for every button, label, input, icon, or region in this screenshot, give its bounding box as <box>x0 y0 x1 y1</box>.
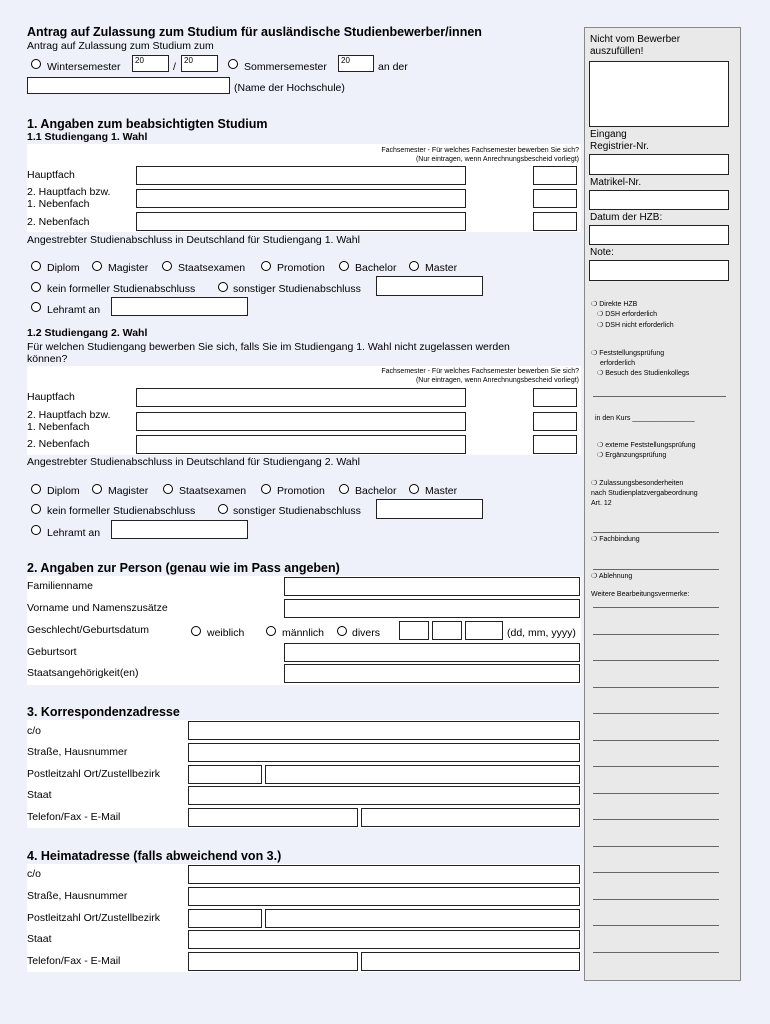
dsh-nicht-option[interactable]: ❍ DSH nicht erforderlich <box>597 322 674 329</box>
staatsexamen-radio-1[interactable] <box>162 261 172 271</box>
nebenfach2-label: 2. Nebenfach <box>27 216 90 228</box>
feststellung-option[interactable]: ❍ Feststellungsprüfung <box>591 350 665 357</box>
divers-radio[interactable] <box>337 626 347 636</box>
lehramt-label-1: Lehramt an <box>47 304 101 316</box>
diplom-label-2: Diplom <box>47 485 80 497</box>
datum-format-label: (dd, mm, yyyy) <box>507 627 576 639</box>
lehramt-field-1[interactable] <box>111 297 248 316</box>
nebenfach2-field-2[interactable] <box>136 435 466 454</box>
ws-year1-field[interactable] <box>132 55 169 72</box>
telefon-label-3: Telefon/Fax - E-Mail <box>27 811 121 823</box>
fachbindung-option[interactable]: ❍ Fachbindung <box>591 536 640 543</box>
kurs-field[interactable]: in den Kurs ________________ <box>595 415 695 422</box>
sidebar-nicht-b: auszufüllen! <box>590 46 644 57</box>
strasse-field-4[interactable] <box>188 887 580 906</box>
staat-label-3: Staat <box>27 789 52 801</box>
section4-title: 4. Heimatadresse (falls abweichend von 3.) <box>27 849 282 863</box>
dsh-erf-option[interactable]: ❍ DSH erforderlich <box>597 311 657 318</box>
staatsexamen-label-2: Staatsexamen <box>179 485 247 497</box>
sommersemester-label: Sommersemester <box>244 61 327 73</box>
hauptfach2-label-a: 2. Hauptfach bzw. <box>27 186 111 198</box>
datum-hzb-field[interactable] <box>589 225 729 245</box>
registrier-label: Registrier-Nr. <box>590 141 649 152</box>
plz-field-4[interactable] <box>188 909 262 928</box>
sidebar-line <box>593 766 719 767</box>
sidebar-line <box>593 569 719 570</box>
sidebar-line <box>593 607 719 608</box>
section2-title: 2. Angaben zur Person (genau wie im Pass angeben) <box>27 561 340 575</box>
feststellung-erf-text: erforderlich <box>600 360 636 367</box>
sonstiger-radio-2[interactable] <box>218 504 228 514</box>
sidebar-line <box>593 396 726 397</box>
staat-field-3[interactable] <box>188 786 580 805</box>
master-label-2: Master <box>425 485 458 497</box>
co-label-4: c/o <box>27 868 42 880</box>
hochschule-label: (Name der Hochschule) <box>234 82 345 94</box>
question2-b: können? <box>27 353 68 365</box>
maennlich-radio[interactable] <box>266 626 276 636</box>
vorname-label: Vorname und Namenszusätze <box>27 602 168 614</box>
sidebar-line <box>593 819 719 820</box>
lehramt-radio-1[interactable] <box>31 302 41 312</box>
question2-a: Für welchen Studiengang bewerben Sie sich, falls Sie im Studiengang 1. Wahl nicht zugelassen werden <box>27 341 510 353</box>
nebenfach2-semester-field[interactable] <box>533 212 577 231</box>
staat-field-4[interactable] <box>188 930 580 949</box>
geburtstag-mm-field[interactable] <box>432 621 462 640</box>
sidebar-line <box>593 532 719 533</box>
email-field-3[interactable] <box>361 808 580 827</box>
co-field-4[interactable] <box>188 865 580 884</box>
sommersemester-radio[interactable] <box>228 59 238 69</box>
datum-hzb-label: Datum der HZB: <box>590 212 663 223</box>
promotion-label-2: Promotion <box>277 485 325 497</box>
master-radio-1[interactable] <box>409 261 419 271</box>
promotion-label-1: Promotion <box>277 262 325 274</box>
hauptfach-semester-field[interactable] <box>533 166 577 185</box>
staat-label-4: Staat <box>27 933 52 945</box>
master-label-1: Master <box>425 262 458 274</box>
abschluss1-label: Angestrebter Studienabschluss in Deutschland für Studiengang 1. Wahl <box>27 234 360 246</box>
note-label: Note: <box>590 247 614 258</box>
fachsemester-note2-2: (Nur eintragen, wenn Anrechnungsbescheid vorliegt) <box>415 377 579 384</box>
telefon-field-4[interactable] <box>188 952 358 971</box>
hauptfach2-field-2[interactable] <box>136 412 466 431</box>
form-subtitle: Antrag auf Zulassung zum Studium zum <box>27 40 214 52</box>
kein-abschluss-label-1: kein formeller Studienabschluss <box>47 283 196 295</box>
kein-abschluss-radio-2[interactable] <box>31 504 41 514</box>
nebenfach2-field[interactable] <box>136 212 466 231</box>
weitere-label: Weitere Bearbeitungsvermerke: <box>591 591 690 598</box>
nebenfach2-semester-field-2[interactable] <box>533 435 577 454</box>
hochschule-field[interactable] <box>27 77 230 94</box>
divers-label: divers <box>352 627 381 639</box>
direkte-hzb-option[interactable]: ❍ Direkte HZB <box>591 301 638 308</box>
sonstiger-field-1[interactable] <box>376 276 483 296</box>
diplom-radio-1[interactable] <box>31 261 41 271</box>
hauptfach-field[interactable] <box>136 166 466 185</box>
eingang-stamp-field[interactable] <box>589 61 729 127</box>
strasse-label-3: Straße, Hausnummer <box>27 746 128 758</box>
zulassung-text-b: nach Studienplatzvergabeordnung <box>591 490 698 497</box>
diplom-radio-2[interactable] <box>31 484 41 494</box>
abschluss2-label: Angestrebter Studienabschluss in Deutschland für Studiengang 2. Wahl <box>27 456 360 468</box>
kein-abschluss-label-2: kein formeller Studienabschluss <box>47 505 196 517</box>
hauptfach2-semester-field-2[interactable] <box>533 412 577 431</box>
sidebar-line <box>593 872 719 873</box>
hauptfach-field-2[interactable] <box>136 388 466 407</box>
zulassung-text-c: Art. 12 <box>591 500 612 507</box>
sonstiger-radio-1[interactable] <box>218 282 228 292</box>
ws-year1-prefix: 20 <box>135 56 144 65</box>
magister-label-1: Magister <box>108 262 149 274</box>
geburtsort-label: Geburtsort <box>27 646 77 658</box>
section3-title: 3. Korrespondenzadresse <box>27 705 180 719</box>
sidebar-line <box>593 793 719 794</box>
ss-year-prefix: 20 <box>341 56 350 65</box>
fachsemester-note1-2: Fachsemester - Für welches Fachsemester bewerben Sie sich? <box>381 368 579 375</box>
an-der-label: an der <box>378 61 408 73</box>
hauptfach2-label-b-2: 1. Nebenfach <box>27 421 90 433</box>
geburtsort-field[interactable] <box>284 643 580 662</box>
promotion-radio-1[interactable] <box>261 261 271 271</box>
section1-sub1: 1.1 Studiengang 1. Wahl <box>27 131 148 143</box>
vorname-field[interactable] <box>284 599 580 618</box>
registrier-field[interactable] <box>589 154 729 175</box>
hauptfach2-label-b: 1. Nebenfach <box>27 198 90 210</box>
zulassung-option[interactable]: ❍ Zulassungsbesonderheiten <box>591 480 684 487</box>
co-label-3: c/o <box>27 725 42 737</box>
telefon-field-3[interactable] <box>188 808 358 827</box>
wintersemester-label: Wintersemester <box>47 61 121 73</box>
ss-year-field[interactable] <box>338 55 374 72</box>
staatsexamen-label-1: Staatsexamen <box>178 262 246 274</box>
matrikel-label: Matrikel-Nr. <box>590 177 642 188</box>
bachelor-label-1: Bachelor <box>355 262 397 274</box>
sidebar-line <box>593 713 719 714</box>
fachsemester-note1: Fachsemester - Für welches Fachsemester bewerben Sie sich? <box>381 147 579 154</box>
wintersemester-radio[interactable] <box>31 59 41 69</box>
ort-field-3[interactable] <box>265 765 580 784</box>
geburtstag-yyyy-field[interactable] <box>465 621 503 640</box>
ort-field-4[interactable] <box>265 909 580 928</box>
plz-field-3[interactable] <box>188 765 262 784</box>
hauptfach2-label-a-2: 2. Hauptfach bzw. <box>27 409 111 421</box>
hauptfach-label-2: Hauptfach <box>27 391 75 403</box>
staatsexamen-radio-2[interactable] <box>163 484 173 494</box>
sonstiger-field-2[interactable] <box>376 499 483 519</box>
telefon-label-4: Telefon/Fax - E-Mail <box>27 955 121 967</box>
maennlich-label: männlich <box>282 627 325 639</box>
diplom-label-1: Diplom <box>47 262 80 274</box>
sonstiger-label-1: sonstiger Studienabschluss <box>233 283 361 295</box>
master-radio-2[interactable] <box>409 484 419 494</box>
familienname-field[interactable] <box>284 577 580 596</box>
plz-label-3: Postleitzahl Ort/Zustellbezirk <box>27 768 161 780</box>
section1-title: 1. Angaben zum beabsichtigten Studium <box>27 117 268 131</box>
sonstiger-label-2: sonstiger Studienabschluss <box>233 505 361 517</box>
slash: / <box>173 61 176 73</box>
sidebar-line <box>593 952 719 953</box>
plz-label-4: Postleitzahl Ort/Zustellbezirk <box>27 912 161 924</box>
bachelor-radio-1[interactable] <box>339 261 349 271</box>
sidebar-line <box>593 687 719 688</box>
ablehnung-option[interactable]: ❍ Ablehnung <box>591 573 633 580</box>
lehramt-field-2[interactable] <box>111 520 248 539</box>
hauptfach2-semester-field[interactable] <box>533 189 577 208</box>
sidebar-line <box>593 899 719 900</box>
magister-label-2: Magister <box>108 485 149 497</box>
hauptfach-label: Hauptfach <box>27 169 75 181</box>
section1-sub2: 1.2 Studiengang 2. Wahl <box>27 327 148 339</box>
strasse-label-4: Straße, Hausnummer <box>27 890 128 902</box>
geschlecht-label: Geschlecht/Geburtsdatum <box>27 624 149 636</box>
staatsangehoerigkeit-label: Staatsangehörigkeit(en) <box>27 667 139 679</box>
fachsemester-note2: (Nur eintragen, wenn Anrechnungsbescheid vorliegt) <box>415 156 579 163</box>
ergaenzung-option[interactable]: ❍ Ergänzungsprüfung <box>597 452 667 459</box>
studienkolleg-option[interactable]: ❍ Besuch des Studienkollegs <box>597 370 690 377</box>
lehramt-radio-2[interactable] <box>31 525 41 535</box>
form-title: Antrag auf Zulassung zum Studium für ausländische Studienbewerber/innen <box>27 25 482 39</box>
hauptfach-semester-field-2[interactable] <box>533 388 577 407</box>
kein-abschluss-radio-1[interactable] <box>31 282 41 292</box>
hauptfach2-field[interactable] <box>136 189 466 208</box>
sidebar-line <box>593 660 719 661</box>
email-field-4[interactable] <box>361 952 580 971</box>
sidebar-line <box>593 740 719 741</box>
nebenfach2-label-2: 2. Nebenfach <box>27 438 90 450</box>
weiblich-radio[interactable] <box>191 626 201 636</box>
ws-year2-field[interactable] <box>181 55 218 72</box>
weiblich-label: weiblich <box>207 627 245 639</box>
sidebar-nicht-a: Nicht vom Bewerber <box>590 34 681 45</box>
promotion-radio-2[interactable] <box>261 484 271 494</box>
bachelor-label-2: Bachelor <box>355 485 397 497</box>
sidebar-line <box>593 846 719 847</box>
eingang-label: Eingang <box>590 129 627 140</box>
magister-radio-2[interactable] <box>92 484 102 494</box>
staatsangehoerigkeit-field[interactable] <box>284 664 580 683</box>
sidebar-line <box>593 925 719 926</box>
note-field[interactable] <box>589 260 729 281</box>
matrikel-field[interactable] <box>589 190 729 210</box>
strasse-field-3[interactable] <box>188 743 580 762</box>
sidebar-line <box>593 634 719 635</box>
lehramt-label-2: Lehramt an <box>47 527 101 539</box>
ws-year2-prefix: 20 <box>184 56 193 65</box>
magister-radio-1[interactable] <box>92 261 102 271</box>
familienname-label: Familienname <box>27 580 93 592</box>
bachelor-radio-2[interactable] <box>339 484 349 494</box>
co-field-3[interactable] <box>188 721 580 740</box>
geburtstag-dd-field[interactable] <box>399 621 429 640</box>
extern-option[interactable]: ❍ externe Feststellungsprüfung <box>597 442 696 449</box>
